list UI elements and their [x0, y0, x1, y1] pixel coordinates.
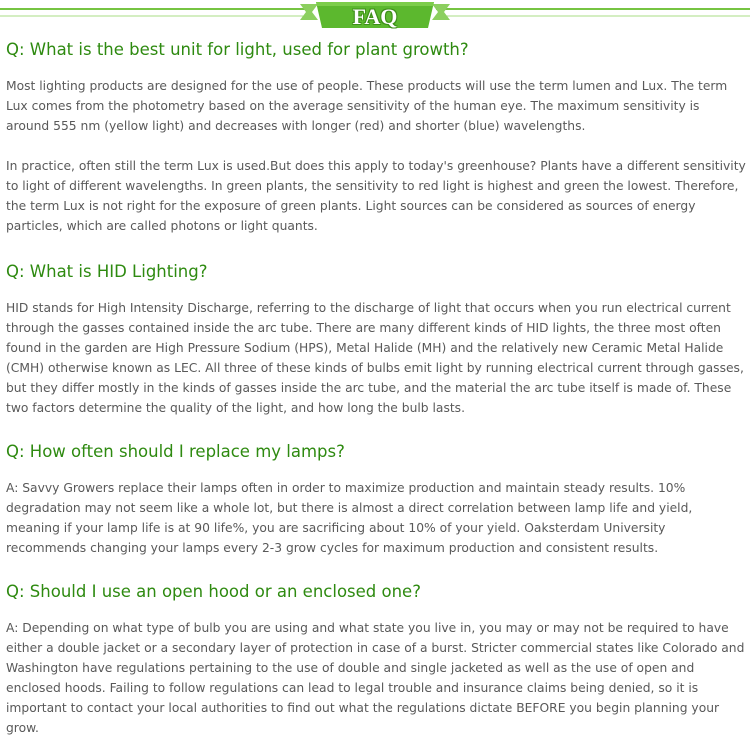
faq-item-hid-lighting	[6, 262, 746, 418]
faq-answer-paragraph: In practice, often still the term Lux is used.But does this apply to today's greenhouse? Plants have a different sensitivity to light of different wavelengths. In green plants, the sensitivity to red light is highest and green the lowest. Therefore, the term Lux is not right for the exposure of green plants. Light sources can be considered as sources of energy particles, which are called photons or light quants.	[6, 159, 746, 233]
faq-banner	[0, 0, 750, 36]
faq-answer-paragraph: HID stands for High Intensity Discharge, referring to the discharge of light that occurs when you run electrical current through the gasses contained inside the arc tube. There are many different kinds of HID lights, the three most often found in the garden are High Pressure Sodium (HPS), Metal Halide (MH) and the relatively new Ceramic Metal Halide (CMH) otherwise known as LEC. All three of these kinds of bulbs emit light by running electrical current through gasses, but they differ mostly in the kinds of gasses inside the arc tube, and the material the arc tube itself is made of. These two factors determine the quality of the light, and how long the bulb lasts.	[6, 301, 744, 415]
faq-question: Q: How often should I replace my lamps?	[6, 442, 345, 461]
faq-answer-paragraph: Most lighting products are designed for the use of people. These products will use the term lumen and Lux. The term Lux comes from the photometry based on the average sensitivity of the human eye. The maximum sensitivity is around 555 nm (yellow light) and decreases with longer (red) and shorter (blue) wavelengths.	[6, 79, 728, 133]
banner-right-ribbon-tail	[432, 4, 450, 20]
faq-item-best-unit-for-light	[6, 40, 746, 236]
faq-question: Q: What is HID Lighting?	[6, 262, 208, 281]
faq-item-open-or-enclosed-hood	[6, 582, 746, 738]
faq-question: Q: What is the best unit for light, used for plant growth?	[6, 40, 469, 59]
faq-item-replace-lamps	[6, 442, 746, 558]
banner-left-ribbon-tail	[300, 4, 318, 20]
faq-question: Q: Should I use an open hood or an enclosed one?	[6, 582, 421, 601]
faq-title: FAQ	[352, 4, 398, 29]
faq-answer-paragraph: A: Depending on what type of bulb you are using and what state you live in, you may or may not be required to have either a double jacket or a secondary layer of protection in case of a burst. Stricter commercial states like Colorado and Washington have regulations pertaining to the use of double and single jacketed as well as the use of open and enclosed hoods. Failing to follow regulations can lead to legal trouble and insurance claims being denied, so it is important to contact your local authorities to find out what the regulations dictate BEFORE you begin planning your grow.	[6, 621, 745, 735]
faq-answer-paragraph: A: Savvy Growers replace their lamps often in order to maximize production and maintain steady results. 10% degradation may not seem like a whole lot, but there is almost a direct correlation between lamp life and yield, meaning if your lamp life is at 90 life%, you are sacrificing about 10% of your yield. Oaksterdam University recommends changing your lamps every 2-3 grow cycles for maximum production and consistent results.	[6, 481, 693, 555]
